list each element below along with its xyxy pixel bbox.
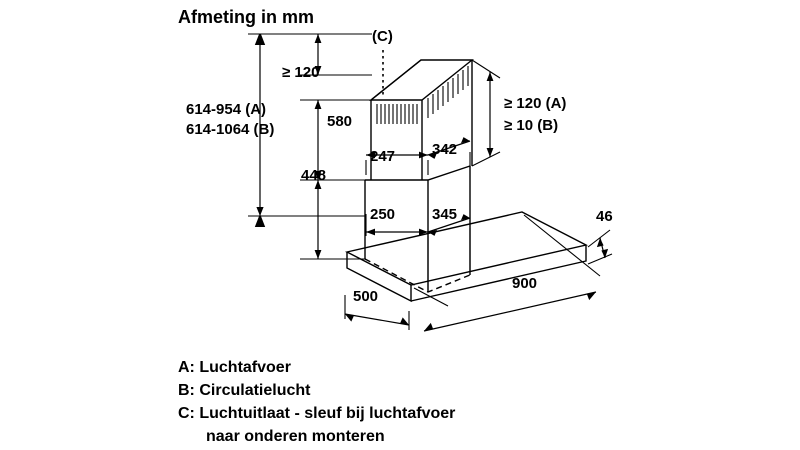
chimney-upper-top-face	[371, 60, 472, 100]
dim-min-top-clearance: ≥ 120	[282, 64, 320, 81]
legend-key-c: C:	[178, 405, 195, 422]
dim-right-clearance-b: ≥ 10 (B)	[504, 117, 559, 134]
legend-text-a: Luchtafvoer	[199, 359, 291, 376]
vent-grille-side	[428, 66, 468, 118]
vent-grille-front	[377, 104, 417, 124]
dim-canopy-width: 900	[512, 275, 538, 292]
dim-canopy-thickness: 46	[596, 208, 613, 225]
chimney-upper-top-left-edge	[371, 60, 421, 100]
legend-item-c	[178, 404, 455, 424]
chimney-lower-top	[365, 166, 470, 180]
dim-depth-upper-left: 247	[370, 148, 396, 165]
legend-key-a: A:	[178, 359, 195, 376]
legend-key-b: B:	[178, 382, 195, 399]
dim-width-lower-right: 345	[432, 206, 458, 223]
legend-text-c: Luchtuitlaat - sleuf bij luchtafvoer	[199, 405, 456, 422]
outlet-marker-label: (C)	[372, 28, 393, 45]
legend-item-b	[178, 381, 310, 401]
legend-text-b: Circulatielucht	[199, 382, 311, 399]
dim-chimney-upper-height: 580	[327, 113, 353, 130]
dim-canopy-depth: 500	[353, 288, 379, 305]
canopy-right-face	[411, 245, 586, 301]
legend-item-a	[178, 358, 291, 378]
dim-height-range-b: 614-1064 (B)	[186, 121, 275, 138]
page-title: Afmeting in mm	[178, 7, 315, 27]
dim-right-clearance-a: ≥ 120 (A)	[504, 95, 567, 112]
legend-item-c-continued: naar onderen monteren	[206, 428, 385, 445]
dim-height-range-a: 614-954 (A)	[186, 101, 267, 118]
dim-width-upper-right: 342	[432, 141, 458, 158]
dim-chimney-lower-height: 448	[301, 167, 327, 184]
dim-depth-lower-left: 250	[370, 206, 396, 223]
